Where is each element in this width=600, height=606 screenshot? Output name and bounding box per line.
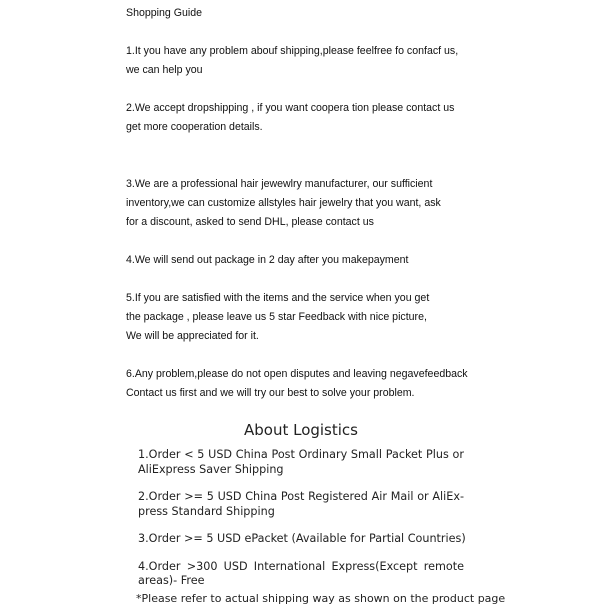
logistics-item-2 [138,490,464,519]
shopping-guide-item-5 [126,289,596,346]
logistics-line: 4.Order >300 USD International Express(Except remote [138,559,464,573]
guide-line: 4.We will send out package in 2 day after you makepayment [126,254,409,266]
shopping-guide-item-2 [126,99,596,137]
logistics-line: press Standard Shipping [138,504,275,518]
guide-line: 3.We are a professional hair jewewlry manufacturer, our sufficient [126,178,433,190]
guide-line: 5.If you are satisfied with the items and the service when you get [126,292,430,304]
shopping-guide-item-6 [126,365,596,403]
spacer [126,346,596,365]
spacer [126,23,596,42]
spacer [126,270,596,289]
logistics-line: 3.Order >= 5 USD ePacket (Available for Partial Countries) [138,532,466,545]
logistics-line: 2.Order >= 5 USD China Post Registered Air Mail or AliEx- [138,490,464,503]
shopping-guide-item-1 [126,42,596,80]
about-logistics-heading: About Logistics [243,421,358,439]
logistics-item-1 [138,448,464,477]
guide-line: for a discount, asked to send DHL, please contact us [126,216,374,228]
shopping-guide-title: Shopping Guide [126,7,202,19]
guide-line: get more cooperation details. [126,121,263,133]
guide-line: 2.We accept dropshipping , if you want coopera tion please contact us [126,102,455,114]
about-logistics-section [138,418,464,602]
spacer [126,137,596,175]
logistics-item-4 [138,560,464,589]
shopping-guide-section [126,4,596,403]
guide-line: inventory,we can customize allstyles hair jewelry that you want, ask [126,197,441,209]
guide-line: we can help you [126,64,203,76]
logistics-line: 1.Order < 5 USD China Post Ordinary Small Packet Plus or [138,448,464,461]
guide-line: Contact us first and we will try our best to solve your problem. [126,387,415,399]
guide-line: We will be appreciated for it. [126,330,259,342]
guide-line: 6.Any problem,please do not open disputes and leaving negavefeedback [126,368,468,380]
shopping-guide-item-4 [126,251,596,270]
spacer [126,232,596,251]
logistics-footnote: *Please refer to actual shipping way as shown on the product page [136,592,506,605]
logistics-line: areas)- Free [138,574,205,587]
guide-line: 1.It you have any problem abouf shipping,please feelfree fo confacf us, [126,45,459,57]
logistics-line: AliExpress Saver Shipping [138,462,284,476]
logistics-item-3 [138,532,464,547]
shopping-guide-item-3 [126,175,596,232]
spacer [126,80,596,99]
guide-line: the package , please leave us 5 star Feedback with nice picture, [126,311,427,323]
